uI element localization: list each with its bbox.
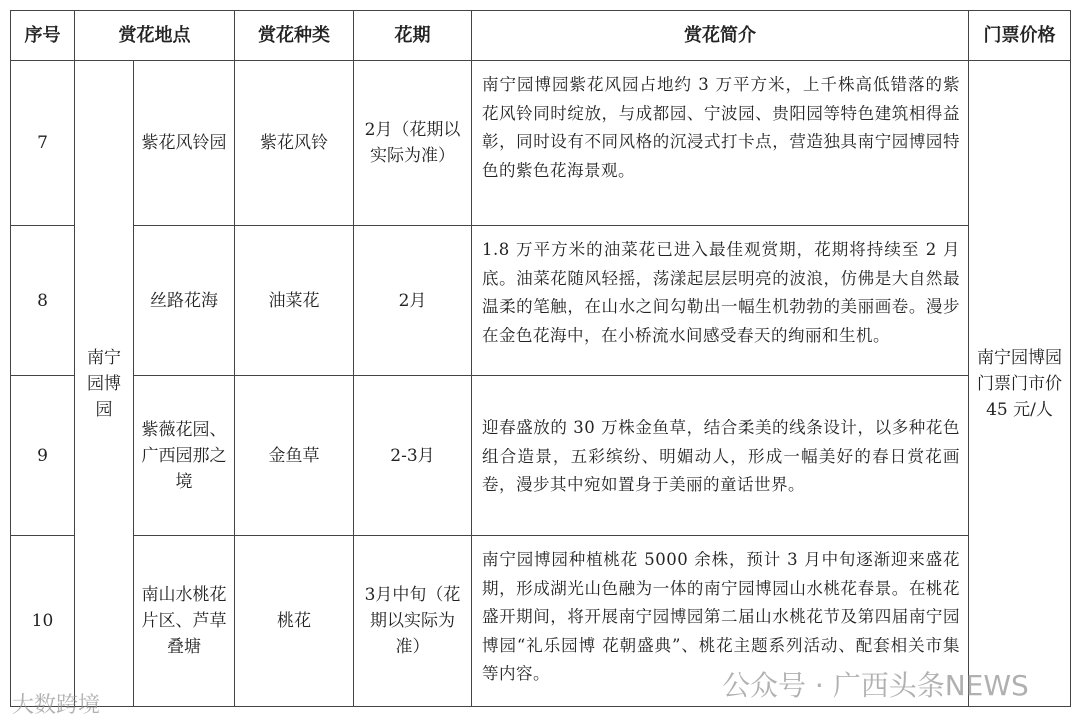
- row-flower: 紫花风铃: [235, 61, 354, 226]
- row-desc: 迎春盛放的 30 万株金鱼草，结合柔美的线条设计，以多种花色组合造景，五彩缤纷、明媚动人，形成一幅美好的春日赏花画卷，漫步其中宛如置身于美丽的童话世界。: [472, 376, 969, 536]
- row-period: 2-3月: [354, 376, 472, 536]
- row-desc: 南宁园博园紫花风园占地约 3 万平方米，上千株高低错落的紫花风铃同时绽放，与成都园、宁波园、贵阳园等特色建筑相得益彰，同时设有不同风格的沉浸式打卡点，营造独具南宁园博园特色的紫色花海景观。: [472, 61, 969, 226]
- row-no: 7: [11, 61, 75, 226]
- row-flower: 金鱼草: [235, 376, 354, 536]
- row-flower: 油菜花: [235, 226, 354, 376]
- row-place: 紫薇花园、广西园那之境: [134, 376, 235, 536]
- venue-cell: 南宁园博园: [75, 61, 134, 707]
- row-flower: 桃花: [235, 536, 354, 707]
- row-place: 丝路花海: [134, 226, 235, 376]
- row-period: 3月中旬（花期以实际为准）: [354, 536, 472, 707]
- row-period: 2月（花期以实际为准）: [354, 61, 472, 226]
- row-no: 9: [11, 376, 75, 536]
- watermark-left: 大数跨境: [12, 693, 101, 718]
- row-place: 南山水桃花片区、芦草叠塘: [134, 536, 235, 707]
- header-place: 赏花地点: [75, 11, 235, 61]
- row-no: 10: [11, 536, 75, 707]
- header-desc: 赏花简介: [472, 11, 969, 61]
- flower-viewing-table: [10, 10, 1071, 707]
- header-ticket: 门票价格: [969, 11, 1071, 61]
- watermark-right: 公众号 · 广西头条NEWS: [722, 669, 1029, 702]
- table-row: [11, 226, 1071, 376]
- header-no: 序号: [11, 11, 75, 61]
- table-row: [11, 61, 1071, 226]
- header-row: [11, 11, 1071, 61]
- ticket-cell: 南宁园博园门票门市价 45 元/人: [969, 61, 1071, 707]
- row-desc: 1.8 万平方米的油菜花已进入最佳观赏期，花期将持续至 2 月底。油菜花随风轻摇，荡漾起层层明亮的波浪，仿佛是大自然最温柔的笔触，在山水之间勾勒出一幅生机勃勃的美丽画卷。漫步在金色花海中，在小桥流水间感受春天的绚丽和生机。: [472, 226, 969, 376]
- row-place: 紫花风铃园: [134, 61, 235, 226]
- header-flower: 赏花种类: [235, 11, 354, 61]
- row-period: 2月: [354, 226, 472, 376]
- header-period: 花期: [354, 11, 472, 61]
- table-row: [11, 376, 1071, 536]
- row-no: 8: [11, 226, 75, 376]
- row-desc: 南宁园博园种植桃花 5000 余株，预计 3 月中旬逐渐迎来盛花期，形成湖光山色融为一体的南宁园博园山水桃花春景。在桃花盛开期间，将开展南宁园博园第二届山水桃花节及第四届南宁园博园“礼乐园博 花朝盛典”、桃花主题系列活动、配套相关市集等内容。: [472, 536, 969, 707]
